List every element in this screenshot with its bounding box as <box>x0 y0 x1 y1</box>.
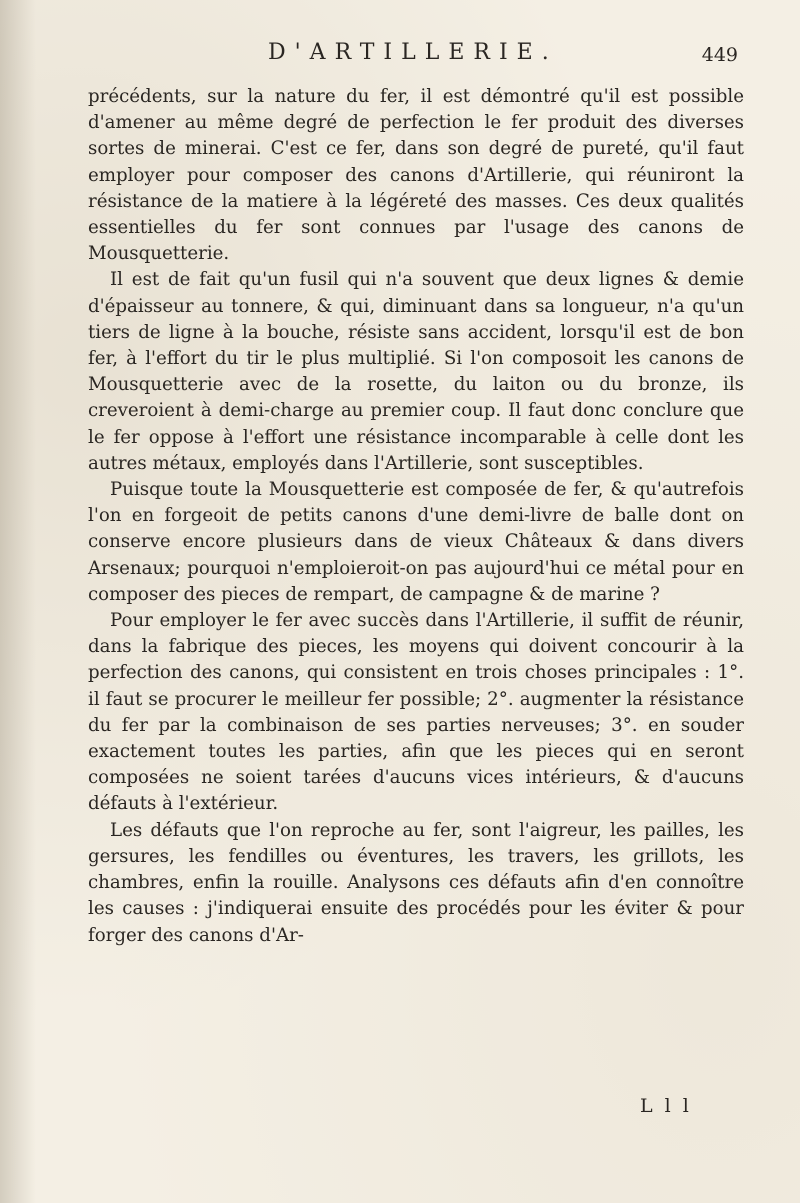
page-number: 449 <box>701 44 738 66</box>
paragraph-5: Les défauts que l'on reproche au fer, sont l'aigreur, les pailles, les gersures, les fendilles ou éventures, les travers, les grillots, les chambres, enfin la rouille. Analysons ces défauts afin d'en connoître les causes : j'indiquerai ensuite des procédés pour les éviter & pour forger des canons d'Ar- <box>88 819 744 946</box>
running-head <box>268 40 738 70</box>
signature-mark: L l l <box>640 1095 692 1117</box>
paragraph-1: précédents, sur la nature du fer, il est démontré qu'il est possible d'amener au même degré de perfection le fer produit des diverses sortes de minerai. C'est ce fer, dans son degré de pureté, qu'il faut employer pour composer des canons d'Artillerie, qui réuniront la résistance de la matiere à la légéreté des masses. Ces deux qualités essentielles du fer sont connues par l'usage des canons de Mousquetterie. <box>88 86 744 265</box>
paragraph-2: Il est de fait qu'un fusil qui n'a souvent que deux lignes & demie d'épaisseur au tonnere, & qui, diminuant dans sa longueur, n'a qu'un tiers de ligne à la bouche, résiste sans accident, lorsqu'il est de bon fer, à l'effort du tir le plus multiplié. Si l'on composoit les canons de Mousquetterie avec de la rosette, du laiton ou du bronze, ils creveroient à demi-charge au premier coup. Il faut donc conclure que le fer oppose à l'effort une résistance incomparable à celle dont les autres métaux, employés dans l'Artillerie, sont susceptibles. <box>88 269 744 474</box>
running-title: D'ARTILLERIE. <box>268 40 558 65</box>
paragraph-3: Puisque toute la Mousquetterie est composée de fer, & qu'autrefois l'on en forgeoit de petits canons d'une demi-livre de balle dont on conserve encore plusieurs dans de vieux Châteaux & dans divers Arsenaux; pourquoi n'emploieroit-on pas aujourd'hui ce métal pour en composer des pieces de rempart, de campagne & de marine ? <box>88 479 744 605</box>
paragraph-4: Pour employer le fer avec succès dans l'Artillerie, il suffit de réunir, dans la fabrique des pieces, les moyens qui doivent concourir à la perfection des canons, qui consistent en trois choses principales : 1°. il faut se procurer le meilleur fer possible; 2°. augmenter la résistance du fer par la combinaison de ses parties nerveuses; 3°. en souder exactement toutes les parties, afin que les pieces qui en seront composées ne soient tarées d'aucuns vices intérieurs, & d'aucuns défauts à l'extérieur. <box>88 610 744 815</box>
body-text <box>88 84 744 949</box>
binding-shadow <box>0 0 36 1203</box>
